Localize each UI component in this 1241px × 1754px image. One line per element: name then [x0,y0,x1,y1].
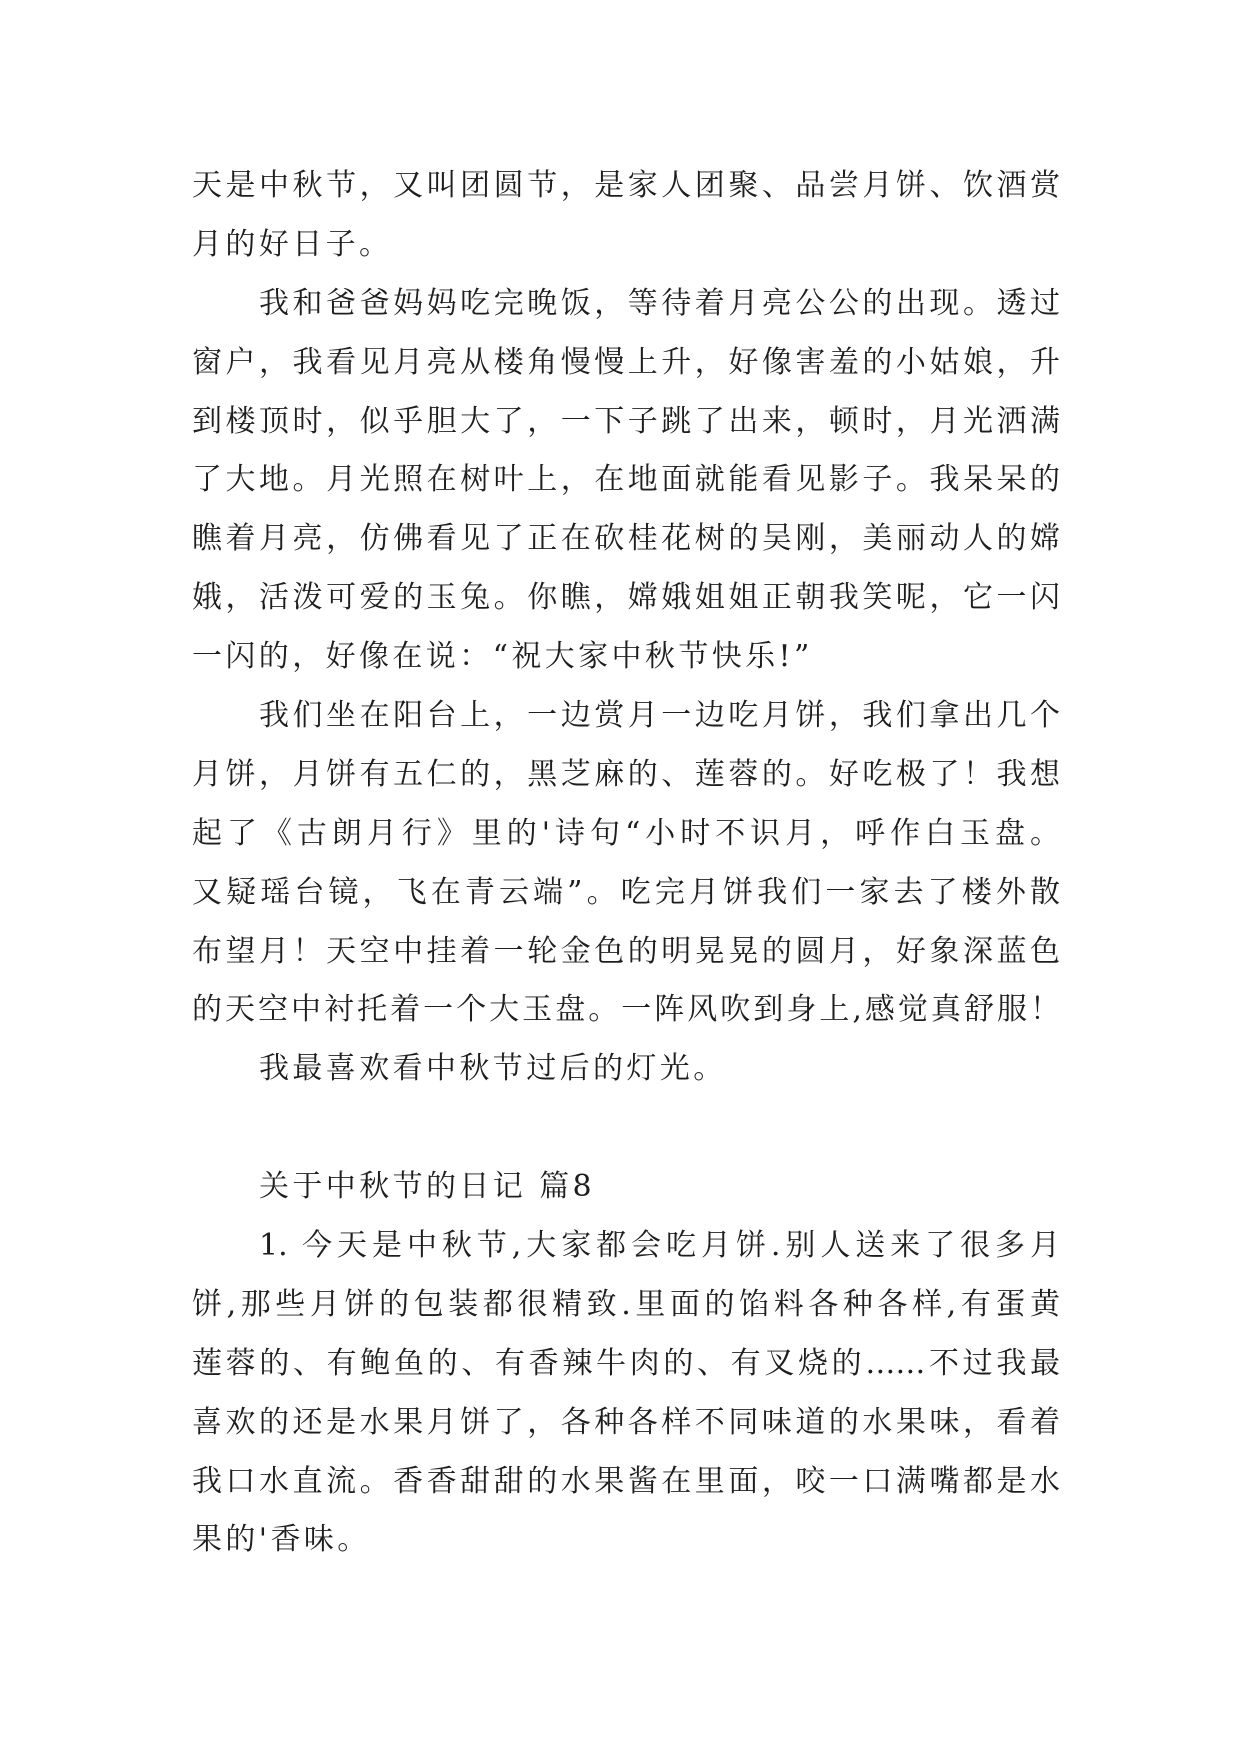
document-body [192,157,1060,1570]
paragraph [192,1040,1060,1099]
text-line: 月饼，月饼有五仁的，黑芝麻的、莲蓉的。好吃极了！我想 [192,756,1060,792]
text-line: 瞧着月亮，仿佛看见了正在砍桂花树的吴刚，美丽动人的嫦 [192,521,1060,557]
text-line: 饼,那些月饼的包装都很精致.里面的馅料各种各样,有蛋黄 [192,1286,1060,1322]
paragraph [192,687,1060,1040]
text-line: 1. 今天是中秋节,大家都会吃月饼.别人送来了很多月 [259,1228,1060,1264]
text-line: 天是中秋节，又叫团圆节，是家人团聚、品尝月饼、饮酒赏 [192,168,1060,203]
text-line: 娥，活泼可爱的玉兔。你瞧，嫦娥姐姐正朝我笑呢，它一闪 [192,580,1060,616]
text-line: 我最喜欢看中秋节过后的灯光。 [259,1051,727,1087]
text-line: 一闪的，好像在说：“祝大家中秋节快乐!” [192,639,813,675]
text-line: 又疑瑶台镜，飞在青云端”。吃完月饼我们一家去了楼外散 [192,874,1060,910]
text-line: 的天空中衬托着一个大玉盘。一阵风吹到身上,感觉真舒服！ [192,992,1060,1028]
text-line: 了大地。月光照在树叶上，在地面就能看见影子。我呆呆的 [192,462,1060,498]
text-line: 布望月！天空中挂着一轮金色的明晃晃的圆月，好象深蓝色 [192,933,1060,969]
paragraph [192,1217,1060,1570]
text-line: 喜欢的还是水果月饼了，各种各样不同味道的水果味，看着 [192,1404,1060,1440]
text-line: 到楼顶时，似乎胆大了，一下子跳了出来，顿时，月光洒满 [192,403,1060,439]
blank-line [192,1099,1060,1158]
paragraph [192,275,1060,687]
text-line: 莲蓉的、有鲍鱼的、有香辣牛肉的、有叉烧的……不过我最 [192,1345,1060,1381]
paragraph [192,157,1060,275]
section-heading: 关于中秋节的日记 篇8 [259,1169,596,1205]
text-line: 窗户，我看见月亮从楼角慢慢上升，好像害羞的小姑娘，升 [192,344,1060,380]
text-line: 我和爸爸妈妈吃完晚饭，等待着月亮公公的出现。透过 [259,285,1060,321]
text-line: 我口水直流。香香甜甜的水果酱在里面，咬一口满嘴都是水 [192,1463,1060,1499]
text-line: 果的'香味。 [192,1522,371,1558]
text-line: 起了《古朗月行》里的'诗句“小时不识月，呼作白玉盘。 [192,815,1060,851]
text-line: 我们坐在阳台上，一边赏月一边吃月饼，我们拿出几个 [259,698,1060,734]
text-line: 月的好日子。 [192,226,393,262]
